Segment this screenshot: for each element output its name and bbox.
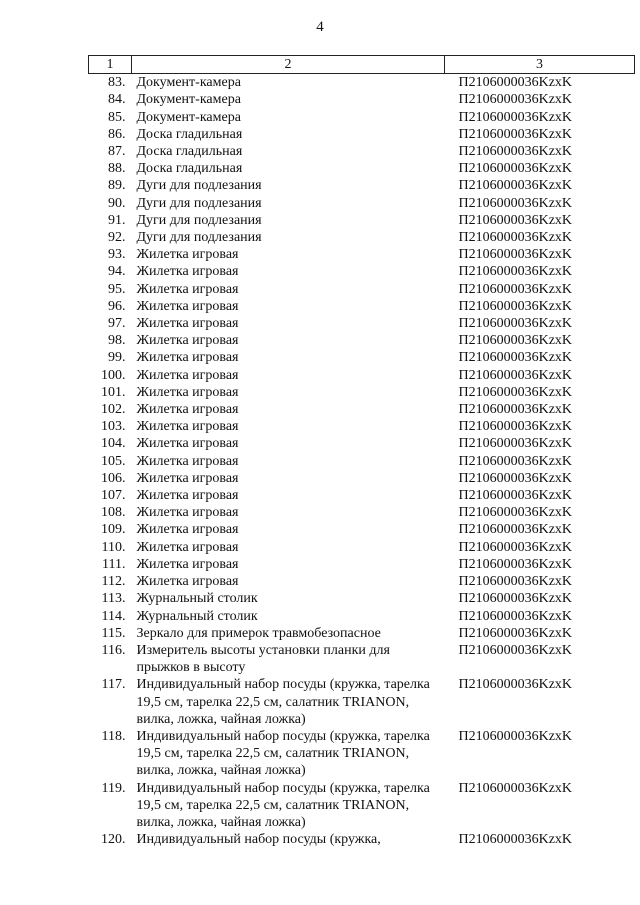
item-name-cell: Жилетка игровая	[136, 367, 239, 383]
row-number-cell: 115.	[101, 625, 126, 641]
row-number-cell: 103.	[101, 419, 126, 435]
item-name-cell: Зеркало для примерок травмобезопасное	[136, 625, 381, 641]
inventory-code-cell: П2106000036KzxK	[458, 109, 573, 125]
item-name-cell: Жилетка игровая	[136, 316, 239, 332]
row-number-cell: 104.	[101, 436, 126, 452]
row-number-cell: 100.	[101, 367, 126, 383]
inventory-code-cell: П2106000036KzxK	[458, 539, 573, 555]
row-number-cell: 84.	[108, 92, 126, 108]
inventory-code-cell: П2106000036KzxK	[458, 677, 573, 693]
item-name-cell: Доска гладильная	[136, 161, 243, 177]
table-row	[89, 74, 635, 92]
table-body	[89, 74, 635, 849]
item-name-cell: Журнальный столик	[136, 591, 258, 607]
table-row	[89, 642, 635, 676]
inventory-code-cell: П2106000036KzxK	[458, 728, 573, 744]
table-row	[89, 349, 635, 366]
inventory-code-cell: П2106000036KzxK	[458, 264, 573, 280]
item-name-cell: Индивидуальный набор посуды (кружка, тарелка 19,5 см, тарелка 22,5 см, салатник TRIANON, вилка, ложка, чайная ложка)	[136, 728, 430, 779]
row-number-cell: 116.	[101, 642, 126, 658]
row-number-cell: 106.	[101, 470, 126, 486]
inventory-code-cell: П2106000036KzxK	[458, 350, 573, 366]
table-row	[89, 504, 635, 521]
column-header-number: 1	[89, 56, 132, 74]
table-row	[89, 625, 635, 642]
inventory-code-cell: П2106000036KzxK	[458, 384, 573, 400]
inventory-code-cell: П2106000036KzxK	[458, 419, 573, 435]
row-number-cell: 107.	[101, 488, 126, 504]
inventory-code-cell: П2106000036KzxK	[458, 574, 573, 590]
item-name-cell: Индивидуальный набор посуды (кружка, тарелка 19,5 см, тарелка 22,5 см, салатник TRIANON, вилка, ложка, чайная ложка)	[136, 677, 430, 727]
inventory-code-cell: П2106000036KzxK	[458, 488, 573, 504]
inventory-code-cell: П2106000036KzxK	[458, 178, 573, 194]
table-row	[89, 676, 635, 728]
row-number-cell: 113.	[101, 591, 126, 607]
item-name-cell: Жилетка игровая	[136, 298, 239, 314]
table-row	[89, 212, 635, 229]
item-name-cell: Доска гладильная	[136, 126, 243, 142]
row-number-cell: 96.	[108, 298, 126, 314]
inventory-code-cell: П2106000036KzxK	[458, 402, 573, 418]
table-row	[89, 126, 635, 143]
row-number-cell: 86.	[108, 126, 126, 142]
item-name-cell: Документ-камера	[136, 75, 241, 91]
inventory-code-cell: П2106000036KzxK	[458, 522, 573, 538]
inventory-code-cell: П2106000036KzxK	[458, 298, 573, 314]
row-number-cell: 114.	[101, 608, 126, 624]
table-row	[89, 195, 635, 212]
item-name-cell: Жилетка игровая	[136, 505, 239, 521]
inventory-code-cell: П2106000036KzxK	[458, 333, 573, 349]
table-row	[89, 143, 635, 160]
table-row	[89, 435, 635, 452]
table-row	[89, 780, 635, 832]
item-name-cell: Доска гладильная	[136, 144, 243, 160]
item-name-cell: Дуги для подлезания	[136, 195, 262, 211]
table-row	[89, 453, 635, 470]
row-number-cell: 112.	[101, 574, 126, 590]
inventory-code-cell: П2106000036KzxK	[458, 92, 573, 108]
table-row	[89, 91, 635, 108]
item-name-cell: Жилетка игровая	[136, 402, 239, 418]
inventory-code-cell: П2106000036KzxK	[458, 470, 573, 486]
table-row	[89, 177, 635, 194]
item-name-cell: Жилетка игровая	[136, 453, 239, 469]
inventory-code-cell: П2106000036KzxK	[458, 436, 573, 452]
item-name-cell: Документ-камера	[136, 92, 241, 108]
row-number-cell: 97.	[108, 316, 126, 332]
item-name-cell: Жилетка игровая	[136, 488, 239, 504]
item-name-cell: Жилетка игровая	[136, 470, 239, 486]
table-row	[89, 315, 635, 332]
item-name-cell: Жилетка игровая	[136, 556, 239, 572]
table-row	[89, 109, 635, 126]
row-number-cell: 85.	[108, 109, 126, 125]
table-row	[89, 384, 635, 401]
item-name-cell: Жилетка игровая	[136, 384, 239, 400]
row-number-cell: 98.	[108, 333, 126, 349]
inventory-table	[88, 55, 635, 848]
inventory-code-cell: П2106000036KzxK	[458, 505, 573, 521]
row-number-cell: 88.	[108, 161, 126, 177]
table-row	[89, 367, 635, 384]
row-number-cell: 120.	[101, 832, 126, 848]
table-header	[89, 56, 635, 74]
inventory-code-cell: П2106000036KzxK	[458, 780, 573, 796]
table-row	[89, 401, 635, 418]
item-name-cell: Жилетка игровая	[136, 419, 239, 435]
item-name-cell: Жилетка игровая	[136, 264, 239, 280]
item-name-cell: Дуги для подлезания	[136, 212, 262, 228]
row-number-cell: 93.	[108, 247, 126, 263]
inventory-code-cell: П2106000036KzxK	[458, 212, 573, 228]
inventory-code-cell: П2106000036KzxK	[458, 625, 573, 641]
table-row	[89, 521, 635, 538]
table-row	[89, 281, 635, 298]
item-name-cell: Жилетка игровая	[136, 522, 239, 538]
inventory-code-cell: П2106000036KzxK	[458, 126, 573, 142]
row-number-cell: 111.	[102, 556, 126, 572]
table-row	[89, 229, 635, 246]
item-name-cell: Жилетка игровая	[136, 281, 239, 297]
row-number-cell: 99.	[108, 350, 126, 366]
inventory-code-cell: П2106000036KzxK	[458, 316, 573, 332]
item-name-cell: Жилетка игровая	[136, 247, 239, 263]
item-name-cell: Жилетка игровая	[136, 350, 239, 366]
table-row	[89, 160, 635, 177]
table-header-row	[89, 56, 635, 74]
row-number-cell: 109.	[101, 522, 126, 538]
table-row	[89, 418, 635, 435]
inventory-code-cell: П2106000036KzxK	[458, 832, 573, 848]
item-name-cell: Жилетка игровая	[136, 436, 239, 452]
inventory-code-cell: П2106000036KzxK	[458, 144, 573, 160]
row-number-cell: 108.	[101, 505, 126, 521]
table-row	[89, 728, 635, 780]
row-number-cell: 105.	[101, 453, 126, 469]
row-number-cell: 91.	[108, 212, 126, 228]
row-number-cell: 118.	[101, 728, 126, 744]
row-number-cell: 102.	[101, 402, 126, 418]
row-number-cell: 117.	[101, 677, 126, 693]
row-number-cell: 94.	[108, 264, 126, 280]
row-number-cell: 83.	[108, 75, 126, 91]
item-name-cell: Жилетка игровая	[136, 333, 239, 349]
table-row	[89, 487, 635, 504]
item-name-cell: Измеритель высоты установки планки для прыжков в высоту	[136, 642, 390, 676]
table-row	[89, 573, 635, 590]
inventory-code-cell: П2106000036KzxK	[458, 75, 573, 91]
inventory-code-cell: П2106000036KzxK	[458, 367, 573, 383]
inventory-code-cell: П2106000036KzxK	[458, 161, 573, 177]
row-number-cell: 89.	[108, 178, 126, 194]
table-row	[89, 590, 635, 607]
table-row	[89, 246, 635, 263]
row-number-cell: 119.	[101, 780, 126, 796]
table-row	[89, 298, 635, 315]
table-row	[89, 608, 635, 625]
column-header-code: 3	[445, 56, 635, 74]
table-row	[89, 470, 635, 487]
inventory-code-cell: П2106000036KzxK	[458, 453, 573, 469]
item-name-cell: Индивидуальный набор посуды (кружка, тарелка 19,5 см, тарелка 22,5 см, салатник TRIANON, вилка, ложка, чайная ложка)	[136, 780, 430, 830]
item-name-cell: Дуги для подлезания	[136, 230, 262, 246]
item-name-cell: Жилетка игровая	[136, 574, 239, 590]
table-row	[89, 831, 635, 848]
item-name-cell: Дуги для подлезания	[136, 178, 262, 194]
inventory-code-cell: П2106000036KzxK	[458, 247, 573, 263]
page-number: 4	[316, 19, 324, 35]
inventory-code-cell: П2106000036KzxK	[458, 230, 573, 246]
row-number-cell: 110.	[101, 539, 126, 555]
inventory-code-cell: П2106000036KzxK	[458, 591, 573, 607]
column-header-name: 2	[132, 56, 445, 74]
row-number-cell: 92.	[108, 230, 126, 246]
inventory-code-cell: П2106000036KzxK	[458, 642, 573, 658]
item-name-cell: Документ-камера	[136, 109, 241, 125]
row-number-cell: 101.	[101, 384, 126, 400]
row-number-cell: 95.	[108, 281, 126, 297]
table-row	[89, 332, 635, 349]
table-row	[89, 263, 635, 280]
item-name-cell: Жилетка игровая	[136, 539, 239, 555]
table-row	[89, 539, 635, 556]
row-number-cell: 90.	[108, 195, 126, 211]
item-name-cell: Журнальный столик	[136, 608, 258, 624]
row-number-cell: 87.	[108, 144, 126, 160]
inventory-code-cell: П2106000036KzxK	[458, 608, 573, 624]
inventory-code-cell: П2106000036KzxK	[458, 556, 573, 572]
table-row	[89, 556, 635, 573]
inventory-code-cell: П2106000036KzxK	[458, 281, 573, 297]
inventory-code-cell: П2106000036KzxK	[458, 195, 573, 211]
item-name-cell: Индивидуальный набор посуды (кружка,	[136, 832, 381, 848]
